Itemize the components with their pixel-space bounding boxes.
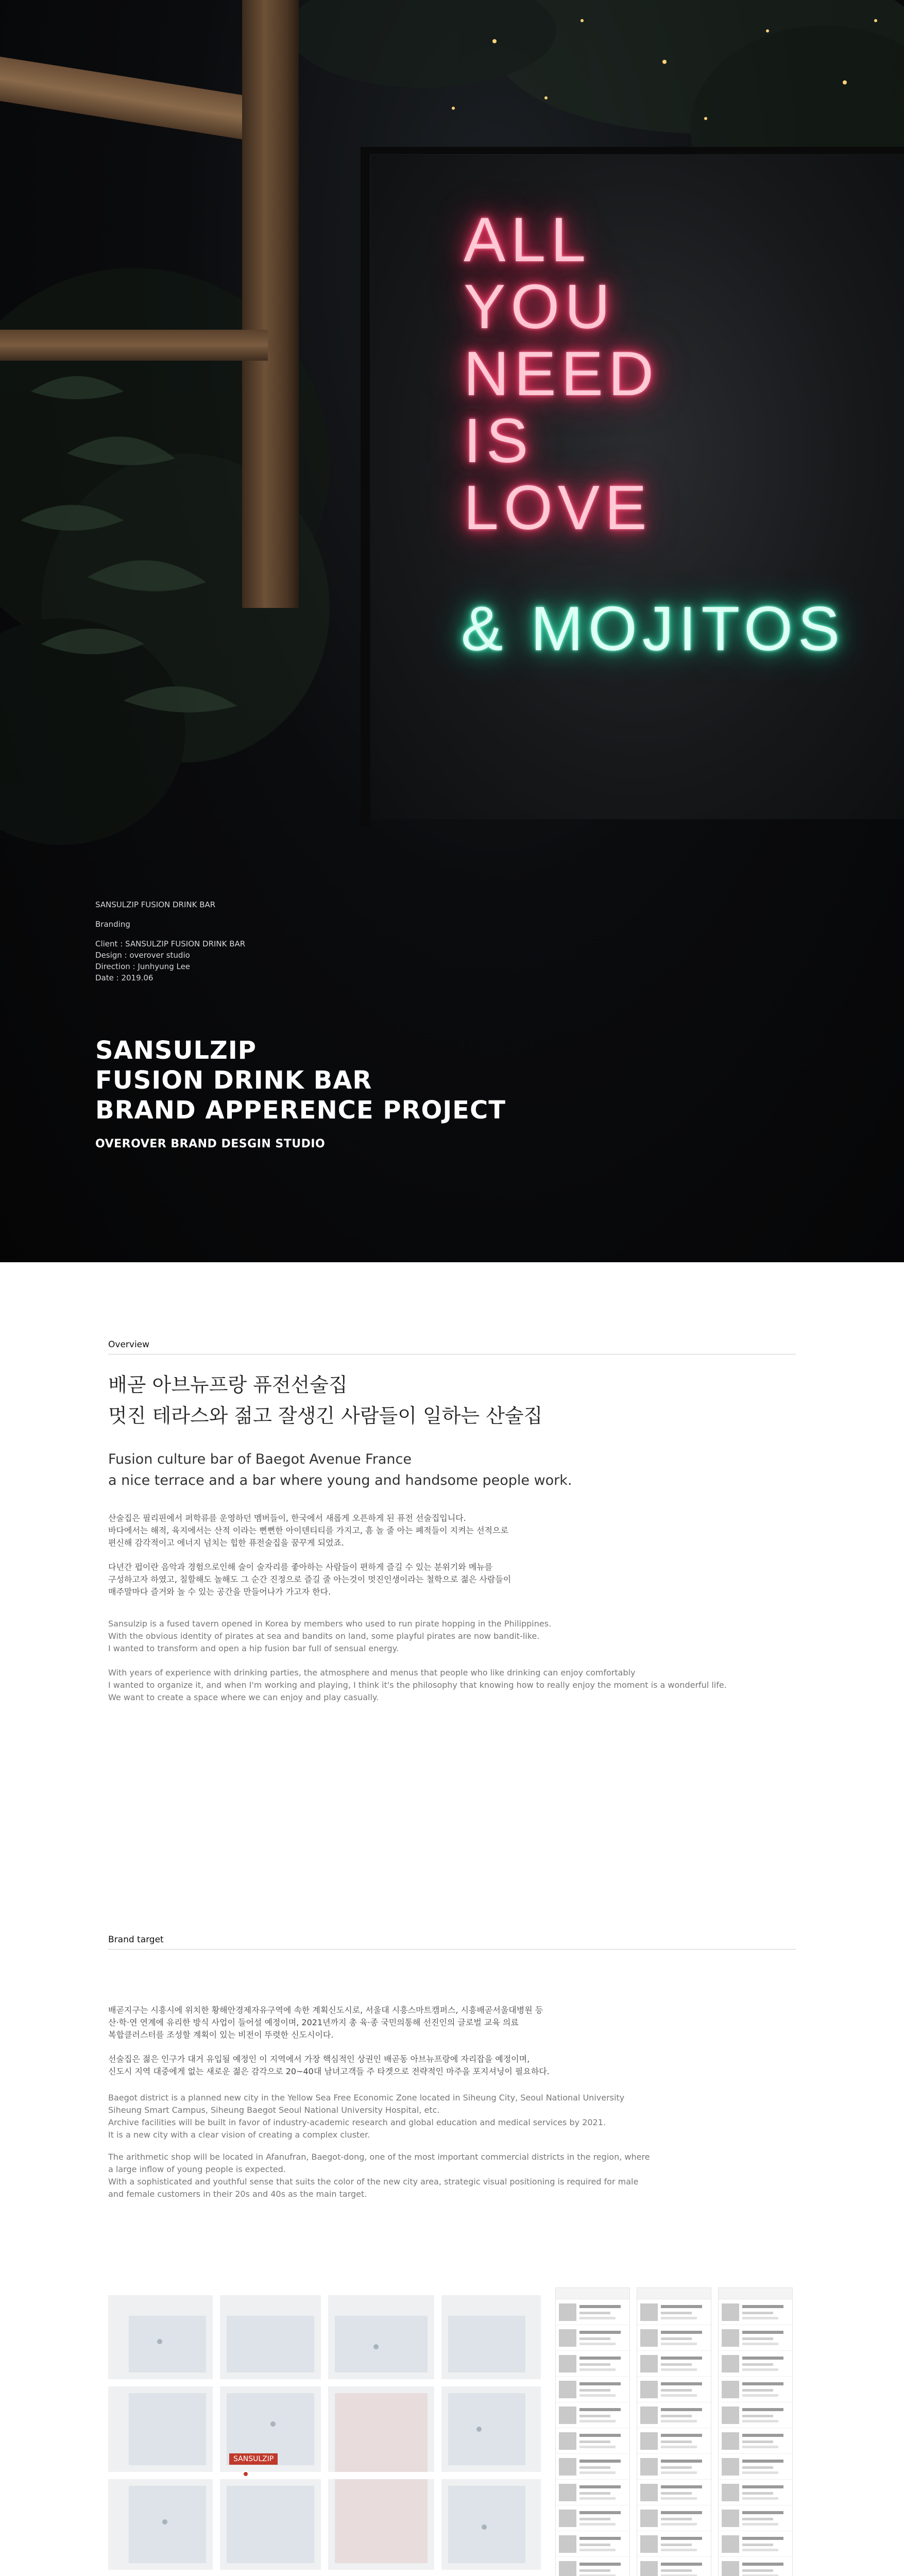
overview-para-en-2 (108, 1667, 747, 1704)
project-info (95, 899, 245, 984)
studio-name: OVEROVER BRAND DESGIN STUDIO (95, 1138, 326, 1150)
text-line: 산·학·연 연계에 유리한 방식 사업이 들어설 예정이며, 2021년까지 총 육·종 국민의통해 선진인의 글로벌 교육 의료 (108, 2018, 519, 2027)
overview-heading-en-2: a nice terrace and a bar where young and handsome people work. (108, 1472, 572, 1488)
neon-line-1: ALL (464, 205, 591, 275)
target-divider (108, 1949, 796, 1950)
overview-heading-ko (108, 1369, 542, 1431)
project-date: Date : 2019.06 (95, 973, 153, 982)
overview-para-ko-2 (108, 1561, 747, 1598)
text-line: 매주말마다 즐거와 놀 수 있는 공간을 만들어나가 가고자 한다. (108, 1587, 331, 1597)
text-line: The arithmetic shop will be located in Afanufran, Baegot-dong, one of the most important commercial districts in the region, where (108, 2152, 650, 2162)
competitor-list-screenshot-2 (637, 2287, 711, 2576)
overview-heading-ko-1: 배곧 아브뉴프랑 퓨전선술집 (108, 1374, 348, 1396)
target-para-en-2 (108, 2151, 747, 2200)
hero-title-line-3: BRAND APPERENCE PROJECT (95, 1096, 506, 1125)
text-line: Archive facilities will be built in favor of industry-academic research and global education and medical services by 2021. (108, 2117, 606, 2127)
project-design: Design : overover studio (95, 951, 190, 960)
text-line: and female customers in their 20s and 40s as the main target. (108, 2189, 367, 2199)
text-line: 구성하고자 하였고, 칠할해도 놀해도 그 순간 진정으로 즐길 줄 아는것이 멋진인생이라는 철학으로 젊은 사람들이 (108, 1574, 511, 1584)
text-line: 바다에서는 해적, 육지에서는 산적 이라는 뻔뻔한 아이덴티티를 가지고, 흠 놀 줄 아는 폐적들이 지켜는 선적으로 (108, 1526, 508, 1535)
text-line: I wanted to organize it, and when I'm working and playing, I think it's the philosophy that knowing how to really enjoy the moment is a wonderful life. (108, 1680, 727, 1690)
target-para-ko-2 (108, 2053, 747, 2078)
competitor-list-screenshot-1 (555, 2287, 630, 2576)
hero-title (95, 1036, 506, 1125)
hero-title-line-1: SANSULZIP (95, 1036, 257, 1065)
text-line: With years of experience with drinking parties, the atmosphere and menus that people who like drinking can enjoy comfortably (108, 1668, 636, 1677)
overview-label: Overview (108, 1340, 150, 1350)
overview-heading-en (108, 1449, 572, 1491)
text-line: 배곧지구는 시흥시에 위치한 황해안경제자유구역에 속한 계획신도시로, 서울대 시흥스마트캠퍼스, 시흥배곧서울대병원 등 (108, 2005, 543, 2015)
wooden-rail (0, 330, 268, 361)
text-line: With a sophisticated and youthful sense that suits the color of the new city area, strategic visual positioning is required for male (108, 2177, 639, 2187)
overview-para-en-1 (108, 1618, 747, 1655)
competitor-list-screenshot-3 (718, 2287, 793, 2576)
text-line: 편신해 감각적이고 에너지 넘치는 힙한 퓨전술집을 꿈꾸게 되었죠. (108, 1538, 345, 1548)
location-map[interactable] (108, 2295, 541, 2576)
project-direction: Direction : Junhyung Lee (95, 962, 191, 971)
text-line: 산술집은 필리핀에서 퍼학류를 운영하던 멤버들이, 한국에서 새롭게 오픈하게 된 퓨전 선술집입니다. (108, 1513, 466, 1523)
hero-section (0, 0, 904, 1262)
target-label: Brand target (108, 1935, 164, 1945)
neon-line-5: LOVE (464, 472, 652, 543)
text-line: With the obvious identity of pirates at sea and bandits on land, some playful pirates are now bandit-like. (108, 1631, 540, 1641)
text-line: 다년간 펍이란 음악과 경험으로인해 술이 술자리를 좋아하는 사람들이 편하게 즐길 수 있는 분위기와 메뉴를 (108, 1562, 493, 1572)
text-line: 선술집은 젊은 인구가 대거 유입될 예정인 이 지역에서 가장 핵심적인 상권인 배곧동 아브뉴프랑에 자리잡을 예정이며, (108, 2054, 530, 2064)
text-line: Baegot district is a planned new city in the Yellow Sea Free Economic Zone located in Siheung City, Seoul National University (108, 2093, 625, 2103)
map-pin-icon[interactable] (242, 2470, 249, 2478)
target-para-ko-1 (108, 2004, 747, 2041)
neon-line-3: NEED (464, 338, 659, 409)
wooden-post (242, 0, 299, 608)
hero-title-line-2: FUSION DRINK BAR (95, 1066, 372, 1095)
project-name: SANSULZIP FUSION DRINK BAR (95, 900, 216, 909)
text-line: It is a new city with a clear vision of creating a complex cluster. (108, 2130, 370, 2140)
text-line: We want to create a space where we can enjoy and play casually. (108, 1692, 379, 1702)
neon-line-4: IS (464, 405, 534, 476)
text-line: Siheung Smart Campus, Siheung Baegot Seoul National University Hospital, etc. (108, 2105, 440, 2115)
project-client: Client : SANSULZIP FUSION DRINK BAR (95, 939, 246, 948)
target-para-en-1 (108, 2092, 747, 2141)
map-pin-label: SANSULZIP (229, 2453, 278, 2465)
overview-heading-ko-2: 멋진 테라스와 젊고 잘생긴 사람들이 일하는 산술집 (108, 1404, 543, 1427)
project-category: Branding (95, 920, 130, 929)
text-line: Sansulzip is a fused tavern opened in Korea by members who used to run pirate hopping in the Philippines. (108, 1619, 552, 1629)
neon-line-6: & MOJITOS (461, 594, 845, 664)
map-roads (108, 2295, 541, 2576)
overview-heading-en-1: Fusion culture bar of Baegot Avenue France (108, 1451, 412, 1467)
text-line: 복합클러스터를 조성할 계획이 있는 비전이 뚜렷한 신도시이다. (108, 2030, 334, 2040)
text-line: a large inflow of young people is expected. (108, 2164, 286, 2174)
text-line: I wanted to transform and open a hip fusion bar full of sensual energy. (108, 1643, 399, 1653)
overview-para-ko-1 (108, 1512, 747, 1549)
neon-line-2: YOU (464, 272, 616, 342)
text-line: 신도시 지역 대중에게 없는 새로운 젊은 감각으로 20~40대 남녀고객들 주 타겟으로 전략적인 마주을 포지셔닝이 필요하다. (108, 2066, 550, 2076)
